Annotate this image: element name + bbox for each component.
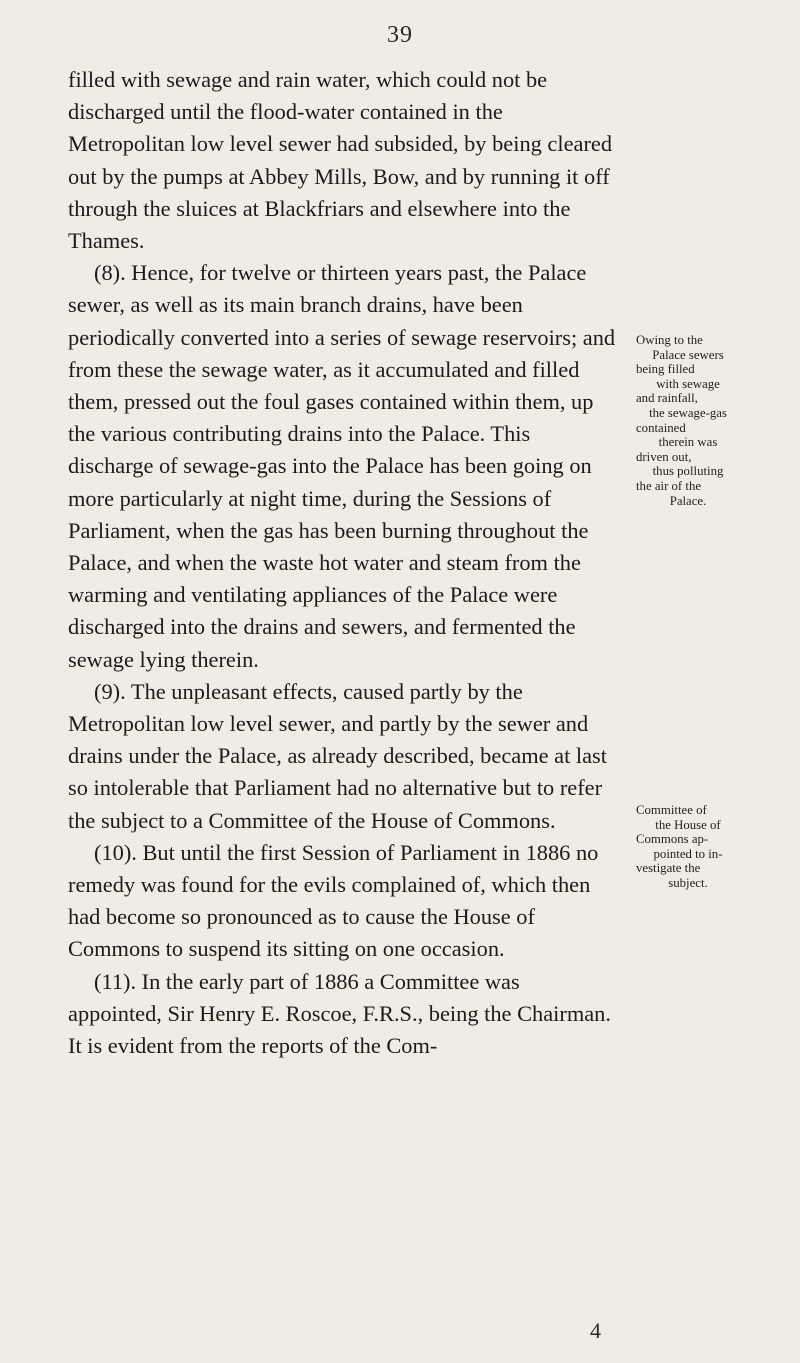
margin-note-line: and rainfall, bbox=[636, 391, 698, 406]
paragraph-11: (11). In the early part of 1886 a Committee was appointed, Sir Henry E. Roscoe, F.R.S., being the Chairman. It is evident from the reports of the Com- bbox=[68, 968, 611, 1059]
page-number: 39 bbox=[387, 22, 413, 48]
margin-note-line: the air of the bbox=[636, 478, 702, 493]
signature-mark: 4 bbox=[590, 1318, 601, 1343]
margin-note-line: the sewage-gas bbox=[649, 405, 727, 420]
paragraph-continuation: filled with sewage and rain water, which could not be discharged until the flood-water contained in the Metropolitan low level sewer had subsided, by being cleared out by the pumps at Abbey Mills, Bow, and by running it off through the sluices at Blackfriars and elsewhere into the Thames. bbox=[68, 67, 613, 254]
margin-note-line: contained bbox=[636, 420, 686, 435]
margin-note-sewage-gas bbox=[636, 333, 740, 508]
paragraph-9: (9). The unpleasant effects, caused partly by the Metropolitan low level sewer, and partly by the sewer and drains under the Palace, as already described, became at last so intolerable that Parliament had no alternative but to refer the subject to a Committee of the House of Commons. bbox=[68, 678, 607, 833]
margin-note-line: pointed to in- bbox=[653, 846, 723, 861]
margin-note-line: Committee of bbox=[636, 803, 707, 817]
margin-note-line: Commons ap- bbox=[636, 832, 709, 847]
margin-note-line: vestigate the bbox=[636, 861, 701, 876]
paragraph-10: (10). But until the first Session of Parliament in 1886 no remedy was found for the evils complained of, which then had become so pronounced as to cause the House of Commons to suspend its sitting on one occasion. bbox=[68, 839, 599, 962]
margin-note-line: subject. bbox=[668, 875, 708, 890]
main-text-column bbox=[68, 64, 616, 1062]
margin-note-line: being filled bbox=[636, 362, 695, 377]
margin-note-line: driven out, bbox=[636, 449, 692, 464]
margin-note-committee bbox=[636, 803, 740, 891]
margin-note-line: Owing to the bbox=[636, 333, 703, 347]
margin-note-line: the House of bbox=[655, 817, 721, 832]
margin-note-line: Palace sewers bbox=[652, 347, 724, 362]
margin-note-line: Palace. bbox=[669, 493, 707, 508]
margin-note-line: thus polluting bbox=[652, 464, 724, 479]
margin-note-line: with sewage bbox=[656, 376, 720, 391]
margin-note-line: therein was bbox=[658, 435, 718, 450]
paragraph-8: (8). Hence, for twelve or thirteen years past, the Palace sewer, as well as its main branch drains, have been periodically converted into a series of sewage reservoirs; and from these the sewage water, as it accumulated and filled them, pressed out the foul gases contained within them, up the various contributing drains into the Palace. This discharge of sewage-gas into the Palace has been going on more particularly at night time, during the Sessions of Parliament, when the gas has been burning throughout the Palace, and when the waste hot water and steam from the warming and ventilating appliances of the Palace were discharged into the drains and sewers, and fermented the sewage lying therein. bbox=[68, 260, 616, 672]
